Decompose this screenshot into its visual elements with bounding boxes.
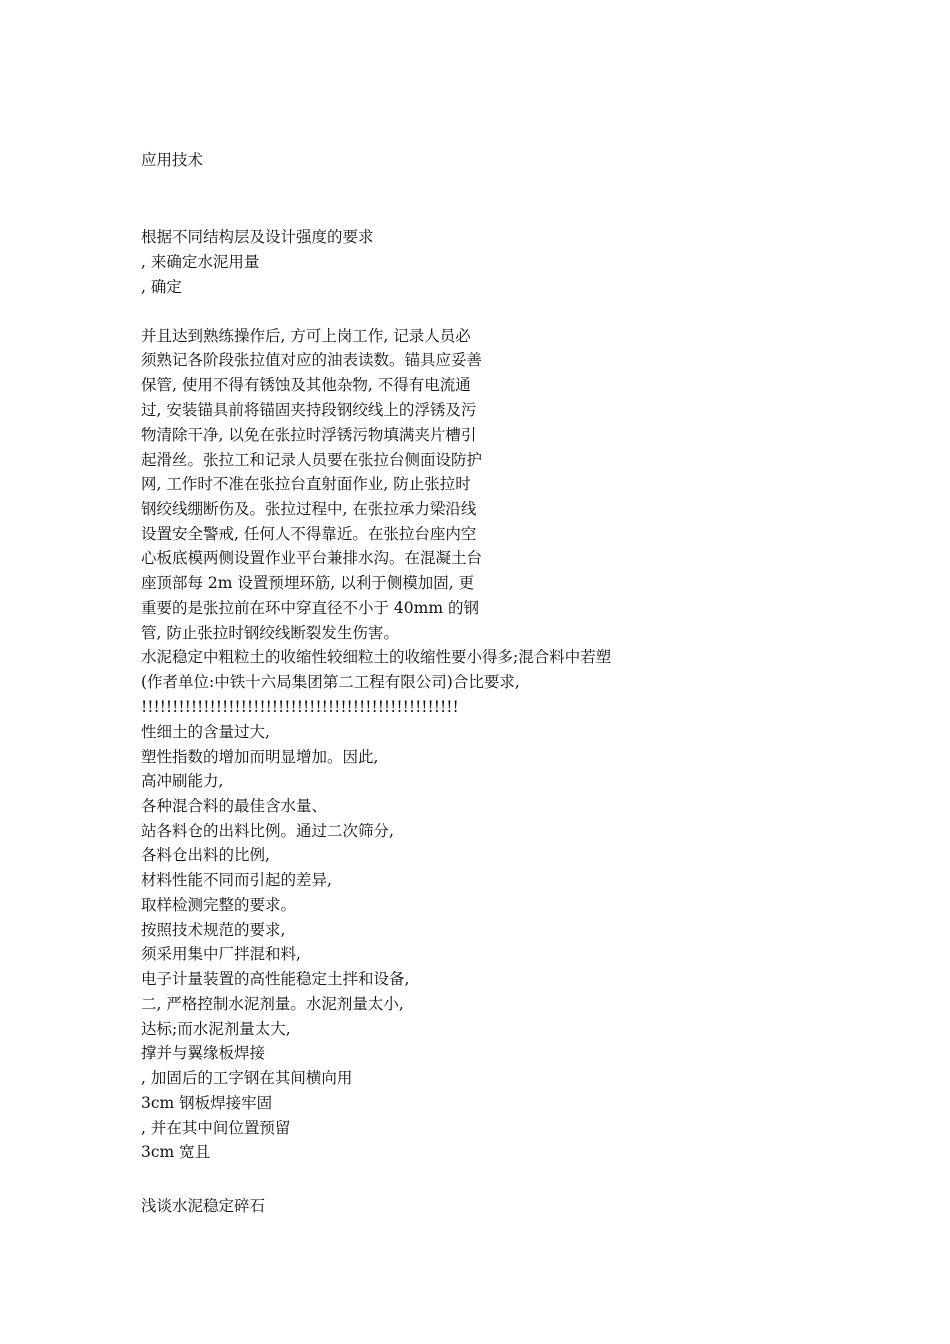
body-line: 须熟记各阶段张拉值对应的油表读数。锚具应妥善 (141, 351, 483, 369)
body-line: 重要的是张拉前在环中穿直径不小于 40mm 的钢 (141, 599, 479, 617)
body-line: 保管, 使用不得有锈蚀及其他杂物, 不得有电流通 (141, 376, 471, 394)
body-line: 起滑丝。张拉工和记录人员要在张拉台侧面设防护 (141, 451, 483, 469)
body-line: 材料性能不同而引起的差异, (141, 871, 332, 889)
body-line: 取样检测完整的要求。 (141, 896, 297, 914)
body-line: , 并在其中间位置预留 (141, 1119, 291, 1137)
body-line: 水泥稳定中粗粒土的收缩性较细粒土的收缩性要小得多;混合料中若塑 (141, 648, 612, 666)
body-line: 3cm 钢板焊接牢固 (141, 1094, 273, 1112)
body-line: !!!!!!!!!!!!!!!!!!!!!!!!!!!!!!!!!!!!!!!!!!!!!!!!!!! (141, 698, 459, 716)
body-line: 物清除干净, 以免在张拉时浮锈污物填满夹片槽引 (141, 426, 477, 444)
body-line: 座顶部每 2m 设置预埋环筋, 以利于侧模加固, 更 (141, 574, 475, 592)
body-line: 按照技术规范的要求, (141, 921, 286, 939)
body-line: 3cm 宽且 (141, 1143, 211, 1161)
body-line: 过, 安装锚具前将锚固夹持段钢绞线上的浮锈及污 (141, 401, 477, 419)
body-line: 管, 防止张拉时钢绞线断裂发生伤害。 (141, 624, 399, 642)
intro-line: , 确定 (141, 278, 182, 296)
body-line: 各种混合料的最佳含水量、 (141, 797, 328, 815)
body-line: 须采用集中厂拌混和料, (141, 945, 301, 963)
body-line: 性细土的含量过大, (141, 723, 270, 741)
intro-line: , 来确定水泥用量 (141, 253, 260, 271)
body-line: 二, 严格控制水泥剂量。水泥剂量太小, (141, 995, 404, 1013)
body-line: 心板底模两侧设置作业平台兼排水沟。在混凝土台 (141, 549, 483, 567)
body-line: 并且达到熟练操作后, 方可上岗工作, 记录人员必 (141, 327, 471, 345)
body-line: 网, 工作时不准在张拉台直射面作业, 防止张拉时 (141, 475, 471, 493)
body-line: 钢绞线绷断伤及。张拉过程中, 在张拉承力梁沿线 (141, 500, 477, 518)
body-line: 站各料仓的出料比例。通过二次筛分, (141, 822, 394, 840)
body-line: 达标;而水泥剂量太大, (141, 1020, 291, 1038)
intro-line: 根据不同结构层及设计强度的要求 (141, 228, 374, 246)
body-line: 设置安全警戒, 任何人不得靠近。在张拉台座内空 (141, 525, 477, 543)
body-line: 电子计量装置的高性能稳定土拌和设备, (141, 970, 410, 988)
body-line: , 加固后的工字钢在其间横向用 (141, 1069, 353, 1087)
body-line: 高冲刷能力, (141, 772, 224, 790)
body-line: (作者单位:中铁十六局集团第二工程有限公司)合比要求, (141, 673, 520, 691)
body-line: 撑并与翼缘板焊接 (141, 1044, 266, 1062)
body-line: 塑性指数的增加而明显增加。因此, (141, 748, 379, 766)
footer-title: 浅谈水泥稳定碎石 (141, 1197, 266, 1215)
header-title: 应用技术 (141, 151, 204, 169)
body-line: 各料仓出料的比例, (141, 846, 270, 864)
